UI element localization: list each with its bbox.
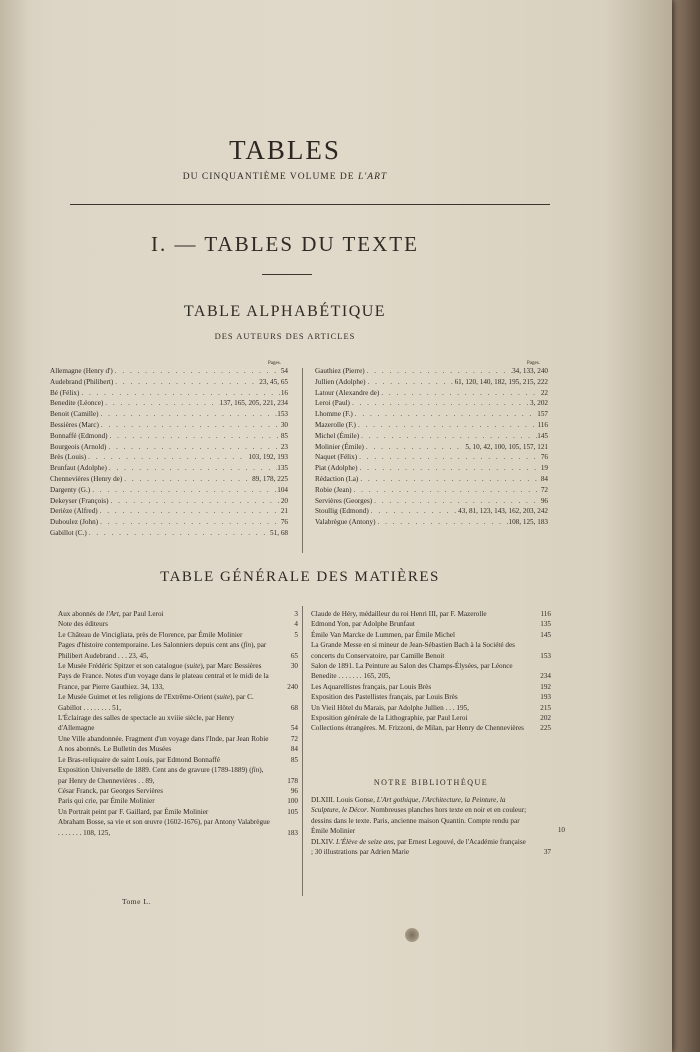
- author-row: [315, 496, 548, 507]
- dot-leader: [352, 485, 541, 496]
- author-row: [50, 366, 288, 377]
- dot-leader: [113, 366, 281, 377]
- matter-entry: [58, 630, 298, 640]
- author-name: Lhomme (F.): [315, 410, 353, 419]
- pages-label-right: Pages.: [527, 361, 540, 366]
- author-name: Robie (Jean): [315, 485, 352, 494]
- author-pages: 135: [277, 464, 288, 473]
- matter-text-lead: Un Vieil Hôtel du Marais, par Adolphe Jullien . . . 195,: [311, 703, 469, 712]
- matter-pages: 192: [540, 682, 551, 691]
- dot-leader: [364, 442, 465, 453]
- matter-pages: 116: [540, 610, 551, 618]
- matter-text-lead: L'Éclairage des salles de spectacle au xviiie siècle, par Henry d'Allemagne: [58, 714, 235, 733]
- matter-text-lead: Pages d'histoire contemporaine. Les Salonniers depuis cent ans (: [58, 641, 244, 650]
- matter-text-rest: , par Paul Leroi: [118, 610, 164, 618]
- author-row: [315, 431, 548, 442]
- dot-leader: [379, 388, 541, 399]
- dot-leader: [369, 506, 458, 517]
- author-pages: 21: [280, 507, 288, 516]
- matter-entry: [58, 807, 298, 817]
- matter-pages: 30: [290, 662, 298, 671]
- author-name: Audebrand (Philibert): [50, 377, 114, 386]
- author-pages: 16: [280, 388, 288, 397]
- dot-leader: [98, 517, 281, 528]
- author-row: [50, 474, 288, 485]
- author-name: Benoit (Camille): [50, 410, 99, 419]
- biblio-entry-1-title: L'Art gothique, l'Architecture, la Peinture, la Sculpture, le Décor: [311, 796, 506, 815]
- author-pages: 76: [280, 518, 288, 527]
- biblio-entry-1-pages: 10: [557, 826, 565, 834]
- matter-text: [311, 723, 551, 733]
- matter-text-lead: César Franck, par Georges Servières: [58, 786, 164, 795]
- matter-text-lead: Note des éditeurs: [58, 620, 108, 629]
- matter-pages: 145: [540, 630, 551, 639]
- author-row: [315, 420, 548, 431]
- matter-entry: [58, 765, 298, 786]
- dot-leader: [99, 420, 281, 431]
- author-row: [50, 517, 288, 528]
- author-pages: 51, 68: [270, 528, 288, 537]
- dot-leader: [90, 485, 277, 496]
- dot-leader: [358, 463, 541, 474]
- matter-text-lead: Exposition des Pastellistes français, par Louis Brès: [311, 693, 458, 702]
- matter-pages: 240: [287, 682, 298, 691]
- author-name: Latour (Alexandre de): [315, 388, 380, 397]
- matter-text: [58, 671, 298, 692]
- author-row: [315, 452, 548, 463]
- matter-pages: 178: [287, 776, 298, 785]
- matter-text: [58, 609, 298, 619]
- matter-text-rest: ), par Henry de Chennevières . . 89,: [58, 766, 264, 785]
- author-pages: 20: [280, 496, 288, 505]
- matter-text-lead: Les Aquarellistes français, par Louis Brès: [311, 682, 432, 691]
- matter-pages: 202: [540, 714, 551, 723]
- volume-footer: Tome L.: [122, 897, 151, 906]
- matter-text: [311, 630, 551, 640]
- author-pages: 72: [540, 485, 548, 494]
- author-row: [50, 409, 288, 420]
- author-pages: 30: [280, 420, 288, 429]
- author-name: Piat (Adolphe): [315, 464, 358, 473]
- matter-text-italic: fin: [251, 766, 260, 775]
- author-name: Brès (Louis): [50, 453, 87, 462]
- matter-entry: [58, 817, 298, 838]
- author-name: Mazerolle (F.): [315, 420, 356, 429]
- matter-text-italic: l'Art: [106, 610, 119, 618]
- author-name: Servières (Georges): [315, 496, 373, 505]
- matter-text: [58, 640, 298, 661]
- page-hole: [405, 928, 419, 942]
- biblio-entry-2-lead: DLXIV.: [311, 837, 337, 846]
- authors-list-right: [315, 366, 548, 528]
- author-row: [50, 377, 288, 388]
- author-name: Gauthiez (Pierre): [315, 367, 365, 375]
- matter-entry: [311, 619, 551, 629]
- matter-text-lead: Le Musée Frédéric Spitzer et son catalogue (: [58, 662, 187, 671]
- matter-text: [311, 640, 551, 661]
- author-row: [50, 388, 288, 399]
- author-pages: 104: [277, 485, 288, 494]
- matter-text: [58, 786, 298, 796]
- page-title: TABLES: [229, 135, 341, 165]
- matter-text-lead: Abraham Bosse, sa vie et son œuvre (1602-1676), par Antony Valabrègue . . . . . . . 108, 125,: [58, 818, 270, 837]
- dot-leader: [353, 409, 537, 420]
- page-subtitle: [0, 172, 570, 182]
- matter-pages: 193: [540, 693, 551, 702]
- author-name: Bonnaffé (Edmond): [50, 431, 108, 440]
- matter-entry: [58, 619, 298, 629]
- author-row: [50, 398, 288, 409]
- bibliotheque-entry: [311, 795, 565, 837]
- matter-text: [311, 692, 551, 702]
- author-name: Derièze (Alfred): [50, 507, 98, 516]
- matter-text-rest: ), par C. Gabillot . . . . . . . . 51,: [58, 693, 254, 712]
- author-row: [315, 474, 548, 485]
- matter-entry: [311, 661, 551, 682]
- author-row: [315, 506, 548, 517]
- matter-pages: 105: [287, 807, 298, 816]
- author-row: [50, 420, 288, 431]
- matter-text-lead: Pays de France. Notes d'un voyage dans le plateau central et le midi de la France, par Pierre Gauthiez. 34, 133,: [58, 672, 269, 691]
- authors-table-title: TABLE ALPHABÉTIQUE: [183, 303, 387, 320]
- author-row: [50, 528, 288, 539]
- dot-leader: [87, 528, 270, 539]
- matter-pages: 234: [540, 672, 551, 681]
- matter-text-lead: Le Musée Guimet et les religions de l'Extrême-Orient (: [58, 693, 217, 702]
- matter-pages: 183: [287, 828, 298, 837]
- matter-text-italic: suite: [216, 693, 231, 702]
- author-pages: 5, 10, 42, 100, 105, 157, 121: [465, 442, 548, 451]
- matter-text-italic: fin: [243, 641, 252, 650]
- biblio-entry-1-rest: . Nombreuses planches hors texte en noir et en couleur; dessins dans le texte. Paris, ancienne maison Quantin. Compte rendu par Émile Molinier: [311, 806, 527, 836]
- author-pages: 96: [540, 496, 548, 505]
- author-pages: 89, 178, 225: [252, 474, 288, 483]
- matter-text-lead: La Grande Messe en si mineur de Jean-Sébastien Bach à la Société des concerts du Conservatoire, par Camille Benoit: [311, 641, 515, 660]
- matter-pages: 84: [290, 745, 298, 754]
- author-name: Allemagne (Henry d'): [50, 367, 113, 375]
- dot-leader: [358, 474, 541, 485]
- author-pages: 103, 192, 193: [248, 453, 288, 462]
- author-pages: 116: [537, 420, 548, 429]
- biblio-entry-2-rest: , par Ernest Legouvé, de l'Académie française ; 30 illustrations par Adrien Marie: [311, 837, 526, 857]
- matter-text: [58, 661, 298, 671]
- matter-text: [58, 755, 298, 765]
- matter-text: [311, 661, 551, 682]
- dot-leader: [107, 463, 277, 474]
- author-name: Stoullig (Edmond): [315, 507, 369, 516]
- author-row: [315, 517, 548, 528]
- authors-table-subtitle: DES AUTEURS DES ARTICLES: [214, 331, 356, 341]
- author-pages: 22: [540, 388, 548, 397]
- matter-text: [58, 807, 298, 817]
- matters-table-title: TABLE GÉNÉRALE DES MATIÈRES: [160, 569, 440, 585]
- dot-leader: [98, 506, 281, 517]
- author-pages: 3, 202: [530, 399, 548, 408]
- author-pages: 108, 125, 183: [508, 518, 548, 527]
- author-row: [50, 431, 288, 442]
- matter-text-lead: Collections étrangères. M. Frizzoni, de Milan, par Henry de Chennevières: [311, 724, 524, 733]
- dot-leader: [108, 431, 281, 442]
- author-row: [315, 366, 548, 377]
- author-row: [315, 485, 548, 496]
- matter-entry: [58, 786, 298, 796]
- dot-leader: [103, 398, 219, 409]
- author-name: Duboulez (John): [50, 518, 99, 527]
- matter-pages: 153: [540, 651, 551, 660]
- matter-entry: [58, 671, 298, 692]
- section-rule: [262, 274, 312, 275]
- author-row: [50, 485, 288, 496]
- author-name: Molinier (Émile): [315, 442, 364, 451]
- dot-leader: [365, 366, 512, 377]
- author-pages: 23: [280, 442, 288, 451]
- author-pages: 54: [280, 367, 288, 375]
- author-name: Chennevières (Henry de): [50, 474, 123, 483]
- matter-text-lead: Aux abonnés de: [58, 610, 107, 618]
- author-pages: 84: [540, 474, 548, 483]
- bibliotheque-title: NOTRE BIBLIOTHÈQUE: [373, 778, 489, 787]
- matter-text: [311, 713, 551, 723]
- matter-entry: [311, 703, 551, 713]
- biblio-entry-1-lead: DLXIII. Louis Gonse,: [311, 796, 377, 804]
- author-name: Dargenty (G.): [50, 485, 91, 494]
- authors-list-left: [50, 366, 288, 539]
- pages-label-left: Pages.: [268, 361, 281, 366]
- matter-entry: [58, 692, 298, 713]
- author-name: Valabrègue (Antony): [315, 518, 376, 527]
- matter-entry: [311, 682, 551, 692]
- dot-leader: [108, 496, 280, 507]
- author-name: Brunfaut (Adolphe): [50, 464, 107, 473]
- matter-entry: [311, 713, 551, 723]
- author-row: [50, 442, 288, 453]
- author-pages: 137, 165, 205, 221, 234: [219, 399, 288, 408]
- matter-entry: [58, 734, 298, 744]
- matter-entry: [58, 609, 298, 619]
- author-row: [50, 506, 288, 517]
- matter-text-lead: Edmond Yon, par Adolphe Brunfaut: [311, 620, 415, 629]
- matter-pages: 54: [290, 724, 298, 733]
- matter-entry: [58, 640, 298, 661]
- matter-text: [311, 682, 551, 692]
- author-pages: 43, 81, 123, 143, 162, 203, 242: [458, 507, 548, 516]
- matter-text-lead: Claude de Héry, médailleur du roi Henri III, par F. Mazerolle: [311, 610, 487, 618]
- author-pages: 153: [277, 410, 288, 419]
- author-row: [315, 398, 548, 409]
- matter-text-rest: ), par Philibert Audebrand . . . 23, 45,: [58, 641, 267, 660]
- matter-text-italic: suite: [186, 662, 201, 671]
- author-row: [50, 496, 288, 507]
- dot-leader: [86, 452, 248, 463]
- matter-text: [58, 796, 298, 806]
- author-pages: 85: [280, 431, 288, 440]
- matters-column-divider: [302, 606, 303, 896]
- matter-text-lead: Paris qui crie, par Émile Molinier: [58, 797, 155, 806]
- matter-entry: [58, 755, 298, 765]
- biblio-entry-2-pages: 37: [543, 848, 551, 857]
- matter-text-lead: Une Ville abandonnée. Fragment d'un voyage dans l'Inde, par Jean Robie: [58, 734, 269, 743]
- dot-leader: [113, 377, 259, 388]
- author-name: Bé (Félix): [50, 388, 80, 397]
- author-name: Naquet (Félix): [315, 453, 358, 462]
- subtitle-journal: L'ART: [357, 172, 388, 182]
- matter-text: [58, 630, 298, 640]
- matter-entry: [58, 744, 298, 754]
- matter-pages: 4: [294, 620, 298, 629]
- matter-text-lead: Le Bras-reliquaire de saint Louis, par Edmond Bonnaffé: [58, 755, 220, 764]
- matter-entry: [58, 661, 298, 671]
- bibliotheque-entry: [311, 837, 551, 858]
- matter-entry: [311, 609, 551, 619]
- matter-pages: 72: [290, 734, 298, 743]
- author-name: Michel (Émile): [315, 431, 360, 440]
- author-row: [50, 463, 288, 474]
- title-rule: [70, 204, 550, 205]
- author-name: Gabillot (C.): [50, 528, 87, 537]
- dot-leader: [356, 420, 538, 431]
- author-row: [315, 409, 548, 420]
- author-pages: 145: [537, 431, 548, 440]
- author-name: Benedite (Léonce): [50, 399, 104, 408]
- author-row: [50, 452, 288, 463]
- matter-text: [311, 619, 551, 629]
- section-title: I. — TABLES DU TEXTE: [151, 232, 419, 256]
- matter-entry: [311, 692, 551, 702]
- dot-leader: [359, 431, 537, 442]
- matters-list-left: [58, 609, 298, 838]
- biblio-entry-2-title: L'Élève de seize ans: [336, 837, 394, 846]
- matter-text: [58, 734, 298, 744]
- author-row: [315, 442, 548, 453]
- matter-text: [58, 765, 298, 786]
- dot-leader: [79, 388, 280, 399]
- author-pages: 61, 120, 140, 182, 195, 215, 222: [454, 377, 548, 386]
- subtitle-prefix: DU CINQUANTIÈME VOLUME DE: [182, 172, 355, 182]
- matter-pages: 135: [540, 620, 551, 629]
- bibliotheque-list: [311, 795, 565, 857]
- matter-text-lead: Exposition générale de la Lithographie, par Paul Leroi: [311, 714, 468, 723]
- matter-pages: 65: [290, 651, 298, 660]
- author-name: Rédaction (La): [315, 474, 359, 483]
- matter-text-lead: Un Portrait peint par F. Gaillard, par Émile Molinier: [58, 807, 209, 816]
- matter-text: [58, 817, 298, 838]
- author-name: Bourgeois (Arnold): [50, 442, 107, 451]
- matter-text: [58, 619, 298, 629]
- matter-entry: [58, 713, 298, 734]
- dot-leader: [106, 442, 280, 453]
- author-row: [315, 377, 548, 388]
- authors-column-divider: [302, 368, 303, 553]
- matter-text-lead: Émile Van Marcke de Lummen, par Émile Michel: [311, 630, 455, 639]
- dot-leader: [366, 377, 455, 388]
- author-row: [315, 388, 548, 399]
- author-name: Leroi (Paul): [315, 399, 350, 408]
- matter-text-lead: Salon de 1891. La Peinture au Salon des Champs-Élysées, par Léonce Benedite . . . . . . . 165, 205,: [311, 662, 513, 681]
- author-pages: 34, 133, 240: [512, 367, 548, 375]
- author-name: Dekeyser (François): [50, 496, 109, 505]
- matter-pages: 3: [294, 610, 298, 618]
- author-name: Jullien (Adolphe): [315, 377, 366, 386]
- author-row: [315, 463, 548, 474]
- dot-leader: [375, 517, 508, 528]
- matter-entry: [311, 723, 551, 733]
- matter-pages: 225: [540, 724, 551, 733]
- matter-entry: [311, 640, 551, 661]
- dot-leader: [122, 474, 252, 485]
- matter-pages: 215: [540, 703, 551, 712]
- author-pages: 23, 45, 65: [259, 377, 288, 386]
- matter-text: [58, 744, 298, 754]
- matter-text: [311, 609, 551, 619]
- author-pages: 19: [540, 464, 548, 473]
- matter-text-lead: Le Château de Vincigliata, près de Florence, par Émile Molinier: [58, 630, 243, 639]
- dot-leader: [372, 496, 541, 507]
- matter-text: [311, 703, 551, 713]
- matter-text-lead: A nos abonnés. Le Bulletin des Musées: [58, 745, 172, 754]
- matters-list-right: [311, 609, 551, 734]
- matter-pages: 96: [290, 786, 298, 795]
- matter-pages: 85: [290, 755, 298, 764]
- author-pages: 157: [537, 410, 548, 419]
- matter-text-rest: ), par Marc Bessières: [200, 662, 262, 671]
- matter-entry: [58, 796, 298, 806]
- matter-pages: 68: [290, 703, 298, 712]
- matter-pages: 100: [287, 797, 298, 806]
- matter-text-lead: Exposition Universelle de 1889. Cent ans de gravure (1789-1889) (: [58, 766, 252, 775]
- dot-leader: [357, 452, 541, 463]
- matter-text: [58, 713, 298, 734]
- matter-entry: [311, 630, 551, 640]
- author-pages: 76: [540, 453, 548, 462]
- matter-pages: 5: [294, 630, 298, 639]
- dot-leader: [99, 409, 278, 420]
- dot-leader: [350, 398, 530, 409]
- matter-text: [58, 692, 298, 713]
- author-name: Bessières (Marc): [50, 420, 99, 429]
